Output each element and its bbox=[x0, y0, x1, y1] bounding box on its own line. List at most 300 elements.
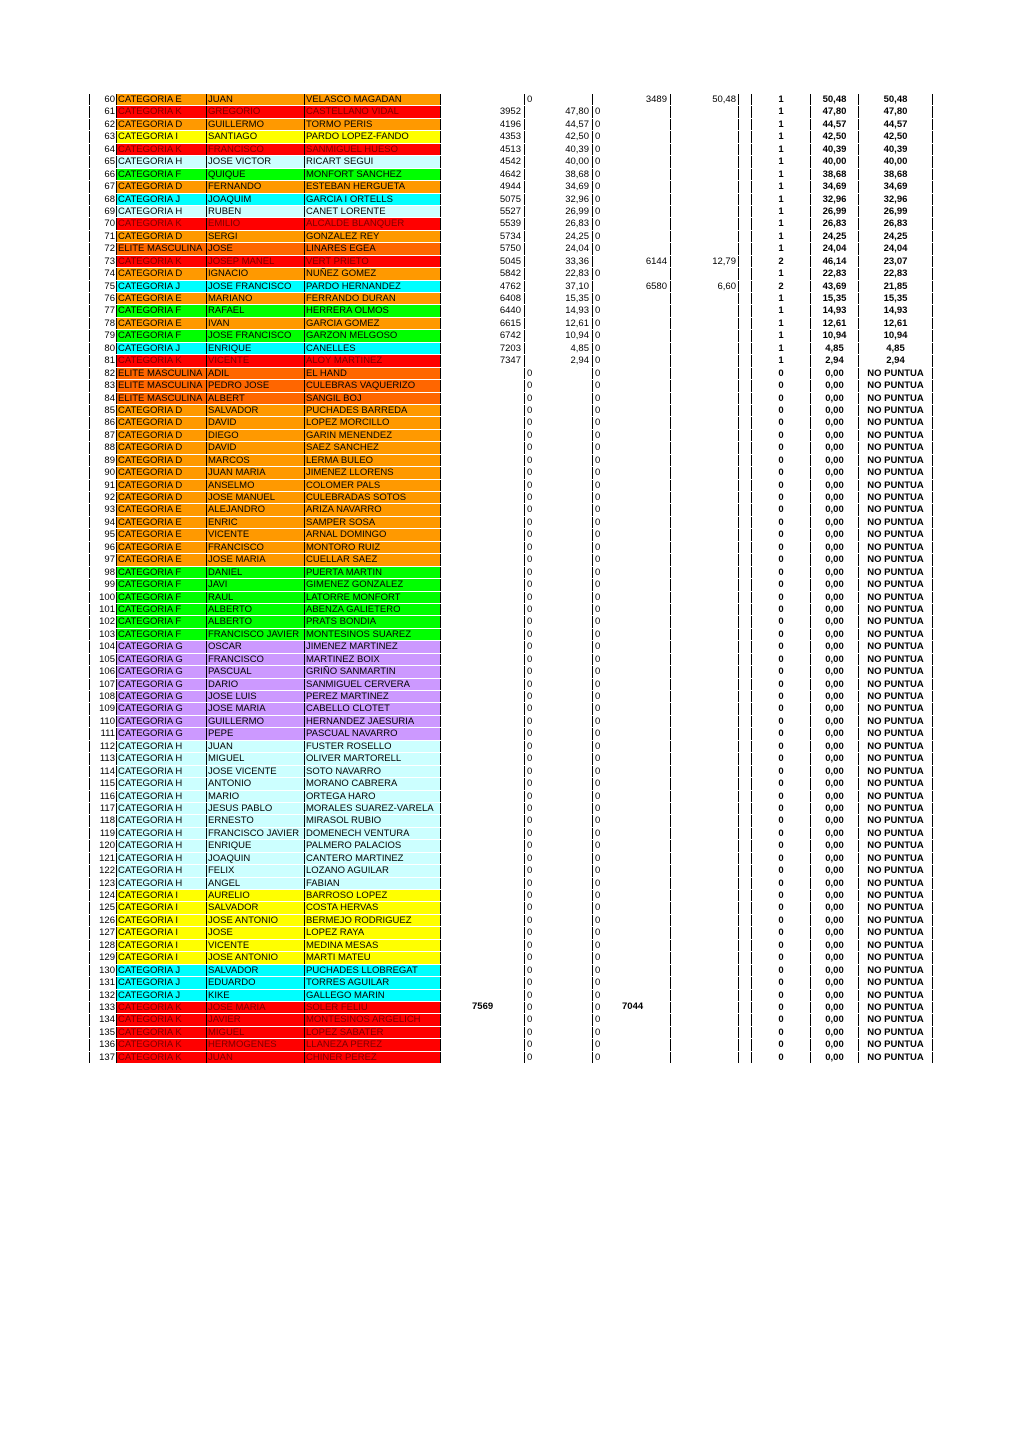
time1-cell bbox=[441, 517, 525, 528]
total-points-cell: 0,00 bbox=[811, 1027, 859, 1038]
first-name-cell: SALVADOR bbox=[206, 965, 304, 976]
last-name-cell: LERMA BULEO bbox=[304, 455, 441, 466]
points2-cell bbox=[671, 728, 739, 739]
first-name-cell: AURELIO bbox=[206, 890, 304, 901]
category-cell: CATEGORIA H bbox=[116, 778, 206, 789]
total-points-cell: 0,00 bbox=[811, 430, 859, 441]
average-cell: 14,93 bbox=[859, 305, 933, 316]
last-name-cell: GARIN MENENDEZ bbox=[304, 430, 441, 441]
time1-cell: 5045 bbox=[441, 256, 525, 267]
average-cell: NO PUNTUA bbox=[859, 405, 933, 416]
last-name-cell: SOLER FELIU bbox=[304, 1002, 441, 1013]
points1-cell: 0 bbox=[525, 604, 593, 615]
average-cell: NO PUNTUA bbox=[859, 853, 933, 864]
points2-cell bbox=[671, 666, 739, 677]
position-cell: 116 bbox=[89, 791, 116, 802]
average-cell: 34,69 bbox=[859, 181, 933, 192]
average-cell: NO PUNTUA bbox=[859, 666, 933, 677]
points2-cell bbox=[671, 480, 739, 491]
races-cell: 0 bbox=[751, 504, 811, 515]
time2-cell: 0 bbox=[593, 815, 671, 826]
category-cell: CATEGORIA G bbox=[116, 679, 206, 690]
races-cell: 0 bbox=[751, 940, 811, 951]
last-name-cell: RICART SEGUI bbox=[304, 156, 441, 167]
position-cell: 121 bbox=[89, 853, 116, 864]
average-cell: NO PUNTUA bbox=[859, 778, 933, 789]
first-name-cell: GREGORIO bbox=[206, 106, 304, 117]
points1-cell: 0 bbox=[525, 492, 593, 503]
average-cell: NO PUNTUA bbox=[859, 940, 933, 951]
points1-cell: 0 bbox=[525, 616, 593, 627]
average-cell: NO PUNTUA bbox=[859, 815, 933, 826]
time1-cell bbox=[441, 828, 525, 839]
races-cell: 0 bbox=[751, 716, 811, 727]
first-name-cell: FERNANDO bbox=[206, 181, 304, 192]
last-name-cell: GIMENEZ GONZALEZ bbox=[304, 579, 441, 590]
category-cell: ELITE MASCULINA bbox=[116, 368, 206, 379]
time2-cell: 0 bbox=[593, 977, 671, 988]
points1-cell: 40,00 bbox=[525, 156, 593, 167]
average-cell: NO PUNTUA bbox=[859, 878, 933, 889]
first-name-cell: SANTIAGO bbox=[206, 131, 304, 142]
time2-cell: 0 bbox=[593, 442, 671, 453]
position-cell: 93 bbox=[89, 504, 116, 515]
points1-cell: 0 bbox=[525, 990, 593, 1001]
races-cell: 0 bbox=[751, 1027, 811, 1038]
category-cell: CATEGORIA D bbox=[116, 430, 206, 441]
races-cell: 0 bbox=[751, 753, 811, 764]
category-cell: CATEGORIA H bbox=[116, 878, 206, 889]
total-points-cell: 0,00 bbox=[811, 1039, 859, 1050]
position-cell: 130 bbox=[89, 965, 116, 976]
races-cell: 1 bbox=[751, 94, 811, 105]
last-name-cell: MONFORT SANCHEZ bbox=[304, 169, 441, 180]
first-name-cell: JESUS PABLO bbox=[206, 803, 304, 814]
time1-cell bbox=[441, 927, 525, 938]
points2-cell bbox=[671, 231, 739, 242]
time2-cell: 0 bbox=[593, 529, 671, 540]
total-points-cell: 50,48 bbox=[811, 94, 859, 105]
average-cell: NO PUNTUA bbox=[859, 703, 933, 714]
points1-cell: 0 bbox=[525, 368, 593, 379]
position-cell: 107 bbox=[89, 679, 116, 690]
first-name-cell: JOSE MANUEL bbox=[206, 492, 304, 503]
position-cell: 86 bbox=[89, 417, 116, 428]
total-points-cell: 47,80 bbox=[811, 106, 859, 117]
first-name-cell: ALBERTO bbox=[206, 604, 304, 615]
points2-cell bbox=[671, 691, 739, 702]
total-points-cell: 15,35 bbox=[811, 293, 859, 304]
points2-cell bbox=[671, 131, 739, 142]
races-cell: 1 bbox=[751, 343, 811, 354]
first-name-cell: FELIX bbox=[206, 865, 304, 876]
points2-cell bbox=[671, 629, 739, 640]
position-cell: 87 bbox=[89, 430, 116, 441]
average-cell: NO PUNTUA bbox=[859, 679, 933, 690]
time1-cell: 5842 bbox=[441, 268, 525, 279]
category-cell: CATEGORIA G bbox=[116, 641, 206, 652]
total-points-cell: 0,00 bbox=[811, 828, 859, 839]
time1-cell bbox=[441, 766, 525, 777]
category-cell: CATEGORIA E bbox=[116, 517, 206, 528]
total-points-cell: 0,00 bbox=[811, 915, 859, 926]
points1-cell: 14,93 bbox=[525, 305, 593, 316]
last-name-cell: COLOMER PALS bbox=[304, 480, 441, 491]
races-cell: 0 bbox=[751, 492, 811, 503]
average-cell: NO PUNTUA bbox=[859, 902, 933, 913]
races-cell: 0 bbox=[751, 529, 811, 540]
position-cell: 101 bbox=[89, 604, 116, 615]
first-name-cell: DANIEL bbox=[206, 567, 304, 578]
average-cell: NO PUNTUA bbox=[859, 803, 933, 814]
position-cell: 78 bbox=[89, 318, 116, 329]
first-name-cell: HERMOGENES bbox=[206, 1039, 304, 1050]
races-cell: 0 bbox=[751, 417, 811, 428]
points2-cell bbox=[671, 865, 739, 876]
average-cell: NO PUNTUA bbox=[859, 554, 933, 565]
points1-cell: 0 bbox=[525, 915, 593, 926]
points1-cell: 24,04 bbox=[525, 243, 593, 254]
last-name-cell: DOMENECH VENTURA bbox=[304, 828, 441, 839]
last-name-cell: MIRASOL RUBIO bbox=[304, 815, 441, 826]
time1-cell bbox=[441, 728, 525, 739]
points1-cell: 0 bbox=[525, 927, 593, 938]
total-points-cell: 0,00 bbox=[811, 666, 859, 677]
average-cell: NO PUNTUA bbox=[859, 542, 933, 553]
first-name-cell: JUAN bbox=[206, 741, 304, 752]
points1-cell: 0 bbox=[525, 853, 593, 864]
category-cell: CATEGORIA J bbox=[116, 990, 206, 1001]
total-points-cell: 0,00 bbox=[811, 1002, 859, 1013]
last-name-cell: PALMERO PALACIOS bbox=[304, 840, 441, 851]
time2-cell: 0 bbox=[593, 293, 671, 304]
average-cell: 10,94 bbox=[859, 330, 933, 341]
races-cell: 0 bbox=[751, 865, 811, 876]
time2-cell: 0 bbox=[593, 691, 671, 702]
category-cell: CATEGORIA D bbox=[116, 231, 206, 242]
total-points-cell: 0,00 bbox=[811, 579, 859, 590]
time1-cell bbox=[441, 778, 525, 789]
total-points-cell: 0,00 bbox=[811, 504, 859, 515]
time1-cell: 4196 bbox=[441, 119, 525, 130]
position-cell: 91 bbox=[89, 480, 116, 491]
races-cell: 0 bbox=[751, 679, 811, 690]
average-cell: NO PUNTUA bbox=[859, 915, 933, 926]
races-cell: 0 bbox=[751, 592, 811, 603]
last-name-cell: CUELLAR SAEZ bbox=[304, 554, 441, 565]
time1-cell bbox=[441, 442, 525, 453]
races-cell: 0 bbox=[751, 666, 811, 677]
first-name-cell: DAVID bbox=[206, 442, 304, 453]
category-cell: CATEGORIA F bbox=[116, 616, 206, 627]
total-points-cell: 0,00 bbox=[811, 616, 859, 627]
category-cell: ELITE MASCULINA bbox=[116, 393, 206, 404]
time2-cell: 0 bbox=[593, 828, 671, 839]
first-name-cell: MIGUEL bbox=[206, 1027, 304, 1038]
time2-cell: 0 bbox=[593, 467, 671, 478]
time2-cell: 0 bbox=[593, 156, 671, 167]
position-cell: 88 bbox=[89, 442, 116, 453]
average-cell: NO PUNTUA bbox=[859, 455, 933, 466]
position-cell: 84 bbox=[89, 393, 116, 404]
last-name-cell: CULEBRADAS SOTOS bbox=[304, 492, 441, 503]
points2-cell bbox=[671, 206, 739, 217]
time1-cell bbox=[441, 592, 525, 603]
points1-cell: 34,69 bbox=[525, 181, 593, 192]
average-cell: NO PUNTUA bbox=[859, 629, 933, 640]
points1-cell: 0 bbox=[525, 666, 593, 677]
first-name-cell: PASCUAL bbox=[206, 666, 304, 677]
races-cell: 0 bbox=[751, 442, 811, 453]
category-cell: CATEGORIA D bbox=[116, 455, 206, 466]
time2-cell: 0 bbox=[593, 131, 671, 142]
average-cell: NO PUNTUA bbox=[859, 741, 933, 752]
points2-cell bbox=[671, 927, 739, 938]
last-name-cell: LOPEZ MORCILLO bbox=[304, 417, 441, 428]
category-cell: CATEGORIA D bbox=[116, 480, 206, 491]
position-cell: 122 bbox=[89, 865, 116, 876]
races-cell: 0 bbox=[751, 828, 811, 839]
points1-cell: 0 bbox=[525, 455, 593, 466]
last-name-cell: VELASCO MAGADAN bbox=[304, 94, 441, 105]
races-cell: 0 bbox=[751, 579, 811, 590]
average-cell: 23,07 bbox=[859, 256, 933, 267]
points2-cell bbox=[671, 119, 739, 130]
points1-cell: 40,39 bbox=[525, 144, 593, 155]
time2-cell: 0 bbox=[593, 579, 671, 590]
points2-cell bbox=[671, 417, 739, 428]
first-name-cell: JOAQUIM bbox=[206, 194, 304, 205]
first-name-cell: JOAQUIN bbox=[206, 853, 304, 864]
total-points-cell: 0,00 bbox=[811, 691, 859, 702]
category-cell: CATEGORIA E bbox=[116, 529, 206, 540]
time1-cell bbox=[441, 1027, 525, 1038]
first-name-cell: JOSE FRANCISCO bbox=[206, 330, 304, 341]
time1-cell: 6440 bbox=[441, 305, 525, 316]
category-cell: CATEGORIA F bbox=[116, 579, 206, 590]
average-cell: NO PUNTUA bbox=[859, 430, 933, 441]
category-cell: CATEGORIA G bbox=[116, 728, 206, 739]
average-cell: NO PUNTUA bbox=[859, 641, 933, 652]
races-cell: 0 bbox=[751, 604, 811, 615]
points2-cell bbox=[671, 1002, 739, 1013]
races-cell: 0 bbox=[751, 902, 811, 913]
last-name-cell: ALCALDE BLANQUER bbox=[304, 218, 441, 229]
last-name-cell: MONTORO RUIZ bbox=[304, 542, 441, 553]
time2-cell: 0 bbox=[593, 554, 671, 565]
time2-cell: 0 bbox=[593, 1002, 671, 1013]
points1-cell: 0 bbox=[525, 405, 593, 416]
category-cell: CATEGORIA E bbox=[116, 504, 206, 515]
races-cell: 0 bbox=[751, 393, 811, 404]
points2-cell bbox=[671, 803, 739, 814]
time2-cell: 0 bbox=[593, 703, 671, 714]
last-name-cell: SOTO NAVARRO bbox=[304, 766, 441, 777]
points2-cell bbox=[671, 1039, 739, 1050]
time2-cell: 0 bbox=[593, 915, 671, 926]
points2-cell bbox=[671, 318, 739, 329]
points2-cell bbox=[671, 654, 739, 665]
time2-cell: 0 bbox=[593, 330, 671, 341]
first-name-cell: JOSE bbox=[206, 927, 304, 938]
time2-cell: 6580 bbox=[593, 281, 671, 292]
last-name-cell: PUERTA MARTIN bbox=[304, 567, 441, 578]
races-cell: 0 bbox=[751, 890, 811, 901]
average-cell: NO PUNTUA bbox=[859, 567, 933, 578]
position-cell: 128 bbox=[89, 940, 116, 951]
time2-cell: 0 bbox=[593, 181, 671, 192]
points1-cell: 0 bbox=[525, 467, 593, 478]
points1-cell: 0 bbox=[525, 94, 593, 105]
time2-cell: 0 bbox=[593, 243, 671, 254]
category-cell: CATEGORIA H bbox=[116, 828, 206, 839]
first-name-cell: MIGUEL bbox=[206, 753, 304, 764]
last-name-cell: GONZALEZ REY bbox=[304, 231, 441, 242]
total-points-cell: 0,00 bbox=[811, 741, 859, 752]
average-cell: NO PUNTUA bbox=[859, 1039, 933, 1050]
points1-cell: 0 bbox=[525, 1002, 593, 1013]
position-cell: 73 bbox=[89, 256, 116, 267]
position-cell: 109 bbox=[89, 703, 116, 714]
total-points-cell: 0,00 bbox=[811, 703, 859, 714]
time2-cell: 0 bbox=[593, 144, 671, 155]
last-name-cell: LOPEZ SABATER bbox=[304, 1027, 441, 1038]
position-cell: 82 bbox=[89, 368, 116, 379]
time1-cell bbox=[441, 977, 525, 988]
races-cell: 1 bbox=[751, 131, 811, 142]
total-points-cell: 0,00 bbox=[811, 778, 859, 789]
time2-cell: 0 bbox=[593, 778, 671, 789]
points1-cell: 0 bbox=[525, 393, 593, 404]
last-name-cell: HERNANDEZ JAESURIA bbox=[304, 716, 441, 727]
total-points-cell: 0,00 bbox=[811, 529, 859, 540]
time1-cell bbox=[441, 467, 525, 478]
first-name-cell: FRANCISCO bbox=[206, 654, 304, 665]
category-cell: CATEGORIA K bbox=[116, 355, 206, 366]
points2-cell bbox=[671, 915, 739, 926]
total-points-cell: 46,14 bbox=[811, 256, 859, 267]
last-name-cell: LLANEZA PEREZ bbox=[304, 1039, 441, 1050]
average-cell: NO PUNTUA bbox=[859, 529, 933, 540]
total-points-cell: 0,00 bbox=[811, 716, 859, 727]
time1-cell bbox=[441, 741, 525, 752]
first-name-cell: ERNESTO bbox=[206, 815, 304, 826]
last-name-cell: COSTA HERVAS bbox=[304, 902, 441, 913]
average-cell: NO PUNTUA bbox=[859, 1052, 933, 1063]
total-points-cell: 0,00 bbox=[811, 803, 859, 814]
average-cell: NO PUNTUA bbox=[859, 927, 933, 938]
races-cell: 0 bbox=[751, 915, 811, 926]
total-points-cell: 40,39 bbox=[811, 144, 859, 155]
position-cell: 129 bbox=[89, 952, 116, 963]
first-name-cell: ALBERTO bbox=[206, 616, 304, 627]
first-name-cell: MARCOS bbox=[206, 455, 304, 466]
position-cell: 135 bbox=[89, 1027, 116, 1038]
last-name-cell: SANMIGUEL HUESO bbox=[304, 144, 441, 155]
category-cell: CATEGORIA F bbox=[116, 629, 206, 640]
races-cell: 0 bbox=[751, 368, 811, 379]
total-points-cell: 0,00 bbox=[811, 728, 859, 739]
total-points-cell: 0,00 bbox=[811, 1014, 859, 1025]
total-points-cell: 0,00 bbox=[811, 654, 859, 665]
position-cell: 79 bbox=[89, 330, 116, 341]
points2-cell bbox=[671, 504, 739, 515]
races-cell: 0 bbox=[751, 990, 811, 1001]
total-points-cell: 24,25 bbox=[811, 231, 859, 242]
position-cell: 62 bbox=[89, 119, 116, 130]
average-cell: NO PUNTUA bbox=[859, 753, 933, 764]
points2-cell bbox=[671, 840, 739, 851]
points1-cell: 0 bbox=[525, 691, 593, 702]
first-name-cell: EDUARDO bbox=[206, 977, 304, 988]
average-cell: NO PUNTUA bbox=[859, 1027, 933, 1038]
average-cell: NO PUNTUA bbox=[859, 480, 933, 491]
time1-cell: 7203 bbox=[441, 343, 525, 354]
races-cell: 0 bbox=[751, 840, 811, 851]
position-cell: 85 bbox=[89, 405, 116, 416]
last-name-cell: FERRANDO DURAN bbox=[304, 293, 441, 304]
points1-cell: 0 bbox=[525, 803, 593, 814]
races-cell: 0 bbox=[751, 480, 811, 491]
position-cell: 117 bbox=[89, 803, 116, 814]
position-cell: 75 bbox=[89, 281, 116, 292]
time1-cell: 4353 bbox=[441, 131, 525, 142]
category-cell: CATEGORIA F bbox=[116, 592, 206, 603]
points2-cell bbox=[671, 156, 739, 167]
races-cell: 1 bbox=[751, 144, 811, 155]
first-name-cell: JOSE ANTONIO bbox=[206, 915, 304, 926]
races-cell: 1 bbox=[751, 169, 811, 180]
points2-cell bbox=[671, 368, 739, 379]
last-name-cell: LINARES EGEA bbox=[304, 243, 441, 254]
time1-cell bbox=[441, 430, 525, 441]
category-cell: CATEGORIA I bbox=[116, 952, 206, 963]
category-cell: CATEGORIA I bbox=[116, 915, 206, 926]
category-cell: CATEGORIA D bbox=[116, 268, 206, 279]
time2-cell: 0 bbox=[593, 890, 671, 901]
last-name-cell: BERMEJO RODRIGUEZ bbox=[304, 915, 441, 926]
races-cell: 0 bbox=[751, 517, 811, 528]
races-cell: 0 bbox=[751, 741, 811, 752]
first-name-cell: PEPE bbox=[206, 728, 304, 739]
first-name-cell: GUILLERMO bbox=[206, 119, 304, 130]
time2-cell: 0 bbox=[593, 952, 671, 963]
points2-cell bbox=[671, 679, 739, 690]
first-name-cell: DIEGO bbox=[206, 430, 304, 441]
points1-cell: 44,57 bbox=[525, 119, 593, 130]
time2-cell: 0 bbox=[593, 393, 671, 404]
position-cell: 81 bbox=[89, 355, 116, 366]
average-cell: NO PUNTUA bbox=[859, 728, 933, 739]
time1-cell bbox=[441, 654, 525, 665]
last-name-cell: OLIVER MARTORELL bbox=[304, 753, 441, 764]
time1-cell bbox=[441, 940, 525, 951]
points2-cell bbox=[671, 616, 739, 627]
average-cell: NO PUNTUA bbox=[859, 604, 933, 615]
last-name-cell: PASCUAL NAVARRO bbox=[304, 728, 441, 739]
races-cell: 0 bbox=[751, 766, 811, 777]
points2-cell bbox=[671, 169, 739, 180]
points2-cell bbox=[671, 815, 739, 826]
time1-cell bbox=[441, 504, 525, 515]
position-cell: 77 bbox=[89, 305, 116, 316]
time1-cell: 4944 bbox=[441, 181, 525, 192]
total-points-cell: 0,00 bbox=[811, 865, 859, 876]
average-cell: NO PUNTUA bbox=[859, 467, 933, 478]
first-name-cell: ENRIQUE bbox=[206, 343, 304, 354]
category-cell: CATEGORIA E bbox=[116, 293, 206, 304]
points2-cell bbox=[671, 1014, 739, 1025]
